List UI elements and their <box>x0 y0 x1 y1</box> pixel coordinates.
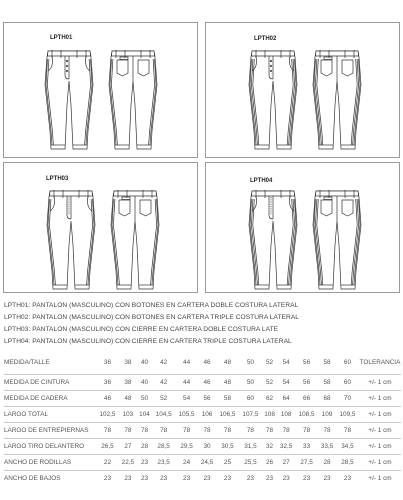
tolerance-header: TOLERANCIA <box>359 358 401 366</box>
measurement-cell: 102,5 <box>96 407 119 423</box>
measurement-cell: 106,5 <box>216 407 239 423</box>
measurement-cell: 70 <box>336 391 359 407</box>
description-line: LPTH03: PANTALON (MASCULINO) CON CIERRE EN CARTERA DOBLE COSTURA LATE <box>4 326 279 333</box>
measurement-cell: 28 <box>137 439 152 455</box>
measurement-cell: 38 <box>119 375 137 391</box>
size-header-cell: 52 <box>266 358 274 366</box>
measurement-cell: 23 <box>262 471 277 487</box>
measurement-cell: 66 <box>295 391 318 407</box>
measurement-cell: 23 <box>239 471 262 487</box>
pants-front-view <box>249 50 297 149</box>
table-row <box>4 375 401 391</box>
measurement-cell: 105,5 <box>175 407 198 423</box>
garment-panel-lpth04 <box>205 162 400 293</box>
measurement-cell: 28,5 <box>152 439 175 455</box>
garment-panel-lpth03 <box>3 162 198 293</box>
measurement-cell: 109 <box>318 407 336 423</box>
measurement-cell: 27 <box>277 455 295 471</box>
measurement-cell: 23 <box>137 471 152 487</box>
measurement-cell: 32,5 <box>277 439 295 455</box>
size-header-cell: 54 <box>282 358 290 366</box>
measurement-cell: 78 <box>295 423 318 439</box>
pants-back-view <box>109 50 157 149</box>
measurement-cell: 32 <box>262 439 277 455</box>
size-header-cell: 46 <box>203 358 211 366</box>
pants-front-view <box>45 50 93 149</box>
measurement-cell: 23 <box>96 471 119 487</box>
measurement-cell: 23,5 <box>152 455 175 471</box>
measurement-cell: 56 <box>198 391 216 407</box>
row-label: ANCHO DE RODILLAS <box>4 455 96 471</box>
measurement-cell: 25 <box>216 455 239 471</box>
measurement-cell: 68 <box>318 391 336 407</box>
measurement-cell: 23 <box>295 471 318 487</box>
measurement-cell: 42 <box>152 375 175 391</box>
table-row <box>4 455 401 471</box>
measurement-cell: 54 <box>277 375 295 391</box>
table-row <box>4 471 401 487</box>
measurement-cell: 78 <box>262 423 277 439</box>
size-header-cell: 42 <box>160 358 168 366</box>
measurement-cell: 78 <box>137 423 152 439</box>
measurement-cell: 28 <box>318 455 336 471</box>
measurement-cell: 52 <box>152 391 175 407</box>
pants-back-view <box>313 50 361 149</box>
measurement-cell: 64 <box>277 391 295 407</box>
measurement-cell: 107,5 <box>239 407 262 423</box>
measurement-cell: 23 <box>152 471 175 487</box>
measurement-cell: 104,5 <box>152 407 175 423</box>
description-line: LPTH02: PANTALON (MASCULINO) CON BOTONES EN CARTERA TRIPLE COSTURA LATERAL <box>4 314 299 321</box>
size-header-cell: 48 <box>223 358 231 366</box>
measurement-cell: 46 <box>198 375 216 391</box>
size-header-cell: 44 <box>183 358 191 366</box>
pants-back-view <box>313 190 361 289</box>
row-label: MEDIDA DE CINTURA <box>4 375 96 391</box>
measurement-cell: 23 <box>318 471 336 487</box>
measurement-cell: 23 <box>216 471 239 487</box>
pants-illustration <box>206 163 401 294</box>
size-header-cell: 36 <box>103 358 112 366</box>
measurement-cell: 24 <box>175 455 198 471</box>
size-header-cell: 50 <box>246 358 254 366</box>
measurement-cell: 22 <box>96 455 119 471</box>
measurement-cell: 108,5 <box>295 407 318 423</box>
pants-illustration <box>4 163 199 294</box>
measurement-cell: 23 <box>277 471 295 487</box>
measurement-cell: 29,5 <box>175 439 198 455</box>
measurement-cell: 23 <box>336 471 359 487</box>
measurement-cell: 34,5 <box>336 439 359 455</box>
measurement-cell: 30 <box>198 439 216 455</box>
row-label: LARGO DE ENTREPIERNAS <box>4 423 96 439</box>
measurement-cell: 50 <box>239 375 262 391</box>
size-header-cell: 56 <box>303 358 311 366</box>
measurement-cell: 27,5 <box>295 455 318 471</box>
measurement-cell: 48 <box>119 391 137 407</box>
measurement-cell: 33 <box>295 439 318 455</box>
garment-panel-lpth02 <box>205 22 400 158</box>
pants-illustration <box>206 23 401 159</box>
measurement-cell: 60 <box>336 375 359 391</box>
measurement-cell: 78 <box>119 423 137 439</box>
measurement-cell: 23 <box>175 471 198 487</box>
measurement-cell: 36 <box>96 375 119 391</box>
measurement-cell: 23 <box>198 471 216 487</box>
measurement-cell: 58 <box>318 375 336 391</box>
size-header-cell: 60 <box>343 358 352 366</box>
row-label: MEDIDA DE CADERA <box>4 391 96 407</box>
measurement-cell: 104 <box>137 407 152 423</box>
measurement-cell: 54 <box>175 391 198 407</box>
measurement-cell: 78 <box>277 423 295 439</box>
panel-label: LPTH04 <box>250 178 273 184</box>
measurement-cell: 58 <box>216 391 239 407</box>
measurement-cell: 103 <box>119 407 137 423</box>
measurement-cell: 50 <box>137 391 152 407</box>
measurement-cell: 33,5 <box>318 439 336 455</box>
measurement-cell: 78 <box>216 423 239 439</box>
measurement-cell: 78 <box>336 423 359 439</box>
measurement-cell: 78 <box>239 423 262 439</box>
measurement-cell: 26 <box>262 455 277 471</box>
measurement-cell: 52 <box>262 375 277 391</box>
measurement-cell: 40 <box>137 375 152 391</box>
measurement-cell: 78 <box>175 423 198 439</box>
tolerance-cell: +/- 1 cm <box>359 471 401 487</box>
measurement-cell: 56 <box>295 375 318 391</box>
measurement-cell: 24,5 <box>198 455 216 471</box>
measurement-cell: 22,5 <box>119 455 137 471</box>
panel-label: LPTH03 <box>46 176 69 182</box>
measurement-cell: 30,5 <box>216 439 239 455</box>
measurement-cell: 26,5 <box>96 439 119 455</box>
measurement-cell: 28,5 <box>336 455 359 471</box>
panel-label: LPTH02 <box>254 36 277 42</box>
pants-illustration <box>4 23 199 159</box>
measurement-cell: 44 <box>175 375 198 391</box>
measurement-cell: 31,5 <box>239 439 262 455</box>
tolerance-cell: +/- 1 cm <box>359 375 401 391</box>
size-spec-table <box>4 353 401 486</box>
measurement-cell: 23 <box>119 471 137 487</box>
measurement-cell: 62 <box>262 391 277 407</box>
pants-back-view <box>111 190 159 289</box>
size-header-cell: 38 <box>124 358 132 366</box>
measurement-cell: 78 <box>96 423 119 439</box>
table-row <box>4 391 401 407</box>
measurement-cell: 60 <box>239 391 262 407</box>
table-row <box>4 407 401 423</box>
measurement-cell: 23 <box>137 455 152 471</box>
table-row <box>4 439 401 455</box>
tolerance-cell: +/- 1 cm <box>359 423 401 439</box>
measurement-cell: 109,5 <box>336 407 359 423</box>
pants-front-view <box>249 190 297 289</box>
tolerance-cell: +/- 1 cm <box>359 391 401 407</box>
row-label: ANCHO DE BAJOS <box>4 471 96 487</box>
tolerance-cell: +/- 1 cm <box>359 439 401 455</box>
measurement-cell: 106 <box>198 407 216 423</box>
panel-label: LPTH01 <box>50 35 73 41</box>
measurement-cell: 25,5 <box>239 455 262 471</box>
row-label: LARGO TOTAL <box>4 407 96 423</box>
size-header-cell: 40 <box>140 358 149 366</box>
header-label: MEDIDA/TALLE <box>4 358 50 366</box>
pants-front-view <box>47 190 95 289</box>
measurement-cell: 108 <box>262 407 277 423</box>
measurement-cell: 78 <box>198 423 216 439</box>
measurement-cell: 78 <box>152 423 175 439</box>
tolerance-cell: +/- 1 cm <box>359 407 401 423</box>
row-label: LARGO TIRO DELANTERO <box>4 439 96 455</box>
measurement-cell: 27 <box>119 439 137 455</box>
table-header-row <box>4 353 401 371</box>
description-line: LPTH04: PANTALON (MASCULINO) CON CIERRE EN CARTERA TRIPLE COSTURA LATERAL <box>4 338 292 345</box>
description-line: LPTH01: PANTALON (MASCULINO) CON BOTONES EN CARTERA DOBLE COSTURA LATERAL <box>4 302 299 309</box>
garment-panel-lpth01 <box>3 22 198 158</box>
measurement-cell: 78 <box>318 423 336 439</box>
measurement-cell: 48 <box>216 375 239 391</box>
table-row <box>4 423 401 439</box>
tolerance-cell: +/- 1 cm <box>359 455 401 471</box>
size-header-cell: 58 <box>323 358 331 366</box>
measurement-cell: 108 <box>277 407 295 423</box>
measurement-cell: 46 <box>96 391 119 407</box>
